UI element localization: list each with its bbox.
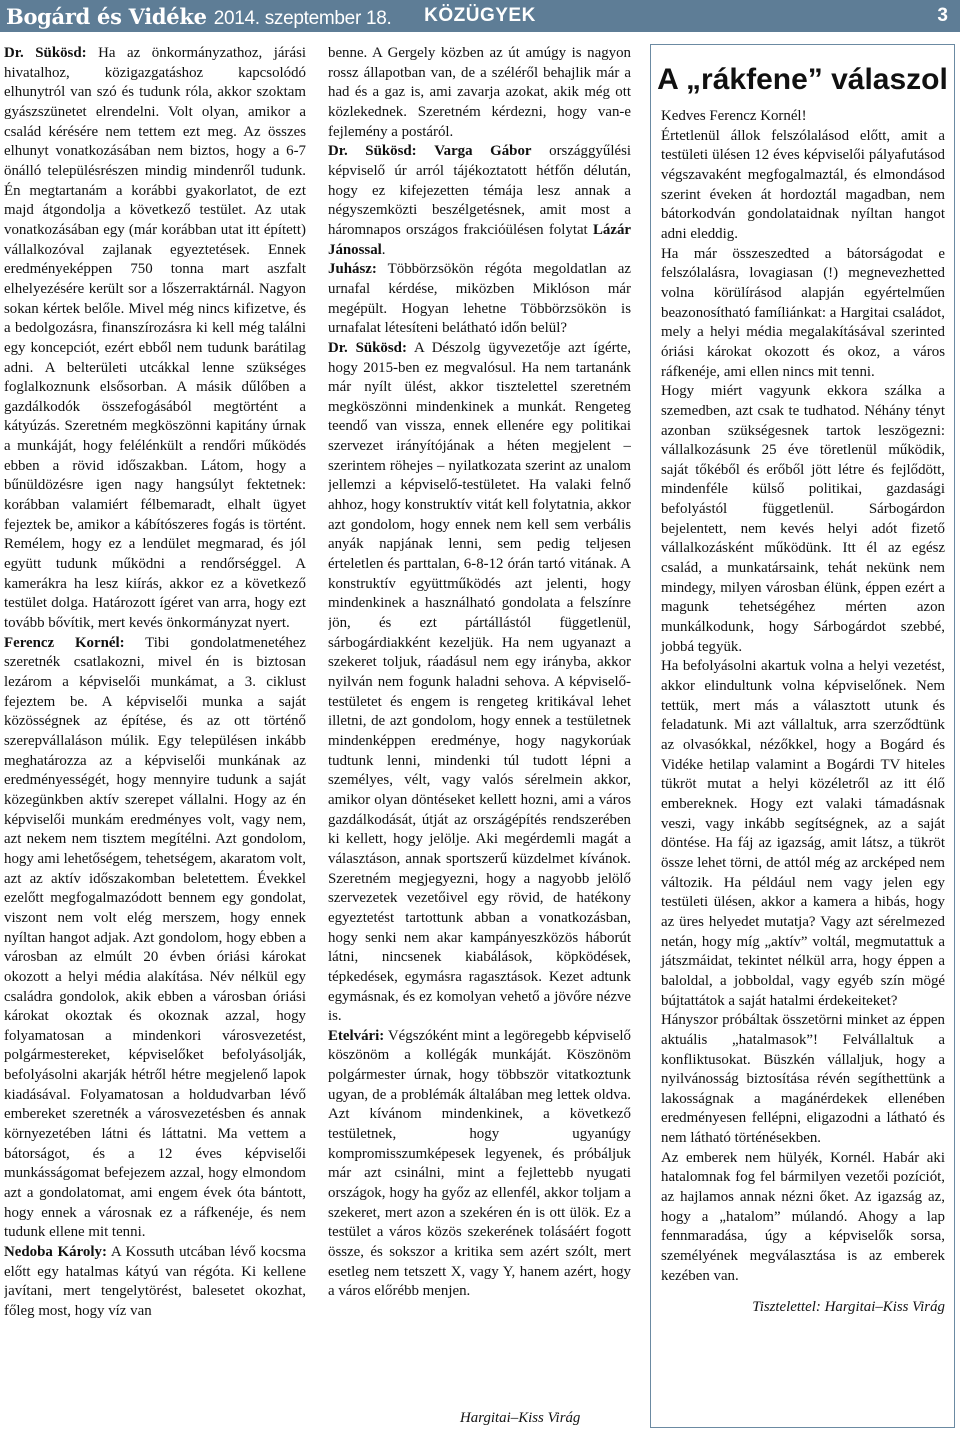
issue-date: 2014. szeptember 18. — [213, 8, 392, 29]
reply-body — [661, 107, 945, 1318]
paragraph-text: Többörzsökön régóta megoldatlan az urnafal kérdése, miközben Miklóson már megépült. Hogyan lehetne Többörzsökön is urnafalat létesíteni belátható időn belül? — [328, 261, 631, 337]
paragraph-text: Végszóként mint a legöregebb képviselő köszönöm a kollégák munkáját. Köszönöm polgármester úrnak, hogy többször vitatkoztunk ugyan, de a problémák általában meg lettek oldva. Azt kívánom mindenkinek, a következő testületnek, hogy ugyanúgy kompromisszumképesek legyenek, és próbáljuk már azt csinálni, mint a fejlettebb nyugati országok, hogy ha győz az ellenfél, akkor toljam a szekeret, mert azon a szekéren én is ott ülök. Ez a testület a város közös szekerének tolásáért fogott össze, és sokszor a kritika sem azért szólt, mert esetleg nem tetszett X, vagy Y, hanem azért, hogy a város előrébb menjen. — [328, 1027, 631, 1300]
article-column-1 — [4, 44, 306, 1428]
paragraph: Ha már összeszedted a bátorságodat e felszólalásra, lovagiasan (!) megnevezhetted volna körülírásod alapján egyértelműen beazonosítható famíliánkat: a Hargitai családot, mely a helyi média megalakításával szerinted óriási károkat okozott és okoz, a város ráfkenéje, ami ellen nincs mit tenni. — [661, 245, 945, 380]
speaker-name: Ferencz Kornél: — [4, 634, 125, 651]
paragraph: Ha befolyásolni akartuk volna a helyi vezetést, akkor elindultunk volna képviselőnek. Nem tettük, mert más a választott utunk és feladatunk. Mi azt vállaltuk, arra szerződtünk az olvasókkal, nézőkkel, hogy a Bogárd és Vidéke hetilap valamint a Bogárdi TV hiteles tükröt mutat a helyi közéletről az itt élő embereknek. Hogy ezt valaki támadásnak veszi, vagy inkább segítségnek, az a saját döntése. Ha fáj az igazság, amit látsz, a tükröt össze lehet törni, de attól még az arcképed nem változik. Ha például nem vagy jelen egy testületi ülésen, akkor a kamera a hibás, hogy az üres helyedet mutatja? Vagy azt sérelmezed netán, hogy míg „aktív” voltál, megmutattuk a játszmáidat, tekintet nélkül arra, hogy éppen a baloldal, a jobboldal, vagy egyéb szín mögé bújtattátok a saját hatalmi érdekeiteket? — [661, 658, 945, 1009]
masthead-title: Bogárd és Vidéke — [6, 4, 207, 29]
person-name: Lázár Jánossal — [328, 221, 631, 258]
paragraph-text: Ha az önkormányzathoz, járási hivatalhoz, közigazgatáshoz kapcsolódó elhunytról van szó és tudunk róla, akkor szoktam gyászszünetet elrendelni. Volt olyan, amikor a család kérésére nem tettem ezt meg. Az összes elhunyt vonatkozásában nem biztos, hogy a 6-7 önálló településrészen mindig mindenről tudunk. Én megtartanám a korábbi gyakorlatot, de ezt majd átgondolja a következő testület. Az utak vonatkozásában egy (már korábban utat itt épített) vállalkozóval zajlanak egyeztetések. Ennek eredményeképpen 750 tonna mart aszfalt elhelyezésére került sor a lőszerraktárnál. Nagyon sokan kértek belőle. Mivel még nincs kifizetve, és a bedolgozásra, finanszírozásra ki kell még találni egy koncepciót, ezért ebből nem tudunk barátilag adni. A belterületi utcákkal lenne szükséges foglalkoznunk elsősorban. A másik dűlőben a gazdálkodók összefogásából megtörtént a kátyúzás. Szeretném megköszönni kapitány úrnak a munkáját, hogy felélénkült a rendőri működés ebben a rövid időszakban. Látom, hogy a bűnüldözésre igen nagy hangsúlyt fektetnek: korábban valamiért félbemaradt, elhalt ügyet fejeztek be, amikor a kábítószeres fogás is történt. Remélem, hogy ez a lendület megmarad, és jól együtt tudunk működni a rendőrséggel. A kamerákra ha lesz kiírás, akkor ez a következő testület dolga. Határozott ígéret van arra, hogy ezt tovább bővítik, mert kevés önkormányzat nyert. — [4, 45, 306, 632]
page-header — [0, 0, 960, 32]
paragraph-text: Tibi gondolatmenetéhez szeretnék csatlakozni, mivel én is biztosan lezárom a képviselői munkámat, a 3. ciklust fejeztem be. A képviselői munka a saját közösségnek az építése, és az ott történő szerepvállaláson múlik. Egy településen inkább meghatározza az a képviselői munkának az eredményességét, hogy mennyire tudunk a saját közegünkben aktív szerepet vállalni. Hogy az én képviselői munkám eredményes volt, vagy nem, azt nekem nem tisztem megítélni. Azt gondolom, hogy ami lehetőségem, tehetségem, akaratom volt, azt az aktív időszakomban beletettem. Évekkel ezelőtt megfogalmazódott bennem egy gondolat, viszont nem volt elég merszem, hogy ennek nyíltan hangot adjak. Azt gondolom, hogy ebben a városban az elmúlt 20 évben óriási károkat okozott a helyi média alakítása. Név nélkül egy családra gondolok, akik ebben a városban óriási károkat okoztak és okoznak azzal, hogy folyamatosan a mindenkori városvezetést, polgármestereket, képviselőket befolyásolják, befolyásolni akarják hétről hétre megjelenő lapok kiadásával. Folyamatosan a holdudvarban lévő embereket szeretnék a városvezetésben és annak környezetében látni és láttatni. Ma vettem a bátorságot, és a 12 éves képviselői munkásságomat befejezem azzal, hogy elmondom azt a gondolatomat, ami engem évek óta bántott, hogy ennek a városnak ez a ráfkenéje, és nem tudunk ellene mit tenni. — [4, 634, 306, 1241]
paragraph — [328, 339, 631, 1027]
paragraph-text: . — [381, 241, 386, 258]
speaker-name: Dr. Sükösd: — [328, 143, 417, 160]
speaker-name: Etelvári: — [328, 1027, 385, 1044]
paragraph-text: benne. A Gergely közben az út amúgy is nagyon rossz állapotban van, de a széléről behajlik már a had és a gaz is, ami zavarja azokat, akik még ott közlekednek. Szeretném kérdezni, hogy van-e fejlemény a postáról. — [328, 45, 631, 140]
paragraph — [328, 1027, 631, 1302]
speaker-name: Dr. Sükösd: — [4, 45, 87, 61]
paragraph: Hogy miért vagyunk ekkora szálka a szemedben, azt csak te tudhatod. Néhány tényt azonban szükségesnek tartok leszögezni: vállalkozásunk 25 éve töretlenül működik, saját tőkéből és erőből jött létre és fejlődött, mindenféle külső politikai, gazdasági befolyástól függetlenül. Sárbogárdon bejelentett, nem kevés helyi adót fizető vállalkozásként működünk. Itt él az egész család, a munkatársaink, tehát nekünk nem mindegy, milyen városban élünk, éppen ezért a magunk tehetségéhez mérten azon munkálkodunk, hogy Sárbogárdot szebbé, jobbá tegyük. — [661, 383, 945, 655]
paragraph-text: A Kossuth utcában lévő kocsma előtt egy hatalmas kátyú van régóta. Ki kellene javítani, mert tengelytörést, balesetet okozhat, főleg most, hogy víz van — [4, 1244, 306, 1319]
paragraph — [4, 44, 306, 634]
person-name: Varga Gábor — [434, 143, 532, 160]
article-column-2 — [328, 44, 631, 1428]
reply-title: A „rákfene” válaszol — [657, 63, 948, 96]
article-signature: Hargitai–Kiss Virág — [460, 1410, 581, 1426]
speaker-name: Nedoba Károly: — [4, 1244, 107, 1261]
paragraph-text: országgyűlési képviselő úr arról tájékoztatott hétfőn délután, hogy ez kifejezetten témája lesz annak a négyszemközti beszélgetésnek, amit most a háromnapos országos frakcióülésen folytat — [328, 143, 631, 238]
reply-box — [650, 44, 955, 1428]
reply-greeting: Kedves Ferencz Kornél! — [661, 108, 807, 124]
paragraph: Hányszor próbáltak összetörni minket az éppen aktuális „hatalmasok”! Felvállaltuk a konfliktusokat. Büszkén vállaljuk, hogy a nyilvánosság biztosítása révén segíthettünk a lakosságnak a magánérdekek ellenében eredményesen fellépni, eligazodni a látható és nem látható történésekben. — [661, 1012, 945, 1147]
paragraph: Értetlenül állok felszólalásod előtt, amit a testületi ülésen 12 éves képviselői pályafutásod végszavaként megfogalmaztál, és elmondásod szerint éveken át hordoztál magadban, nem bátorkodván gondolataidnak nyíltan hangot adni eleddig. — [661, 127, 945, 242]
paragraph — [4, 634, 306, 1243]
paragraph — [328, 44, 631, 142]
paragraph-text: A Dészolg ügyvezetője azt ígérte, hogy 2015-ben ez megvalósul. Ha nem tartanánk már nyílt ülést, akkor tisztelettel szeretném megköszönni mindenkinek a munkát. Rengeteg teendő van vissza, ennek ellenére egy politikai szervezet irányítójának a héten megjelent – szerintem röhejes – nyilatkozata szerint az unalom jellemzi a képviselő-testületet. Ha valaki felnő ahhoz, hogy konstruktív vitát kell folytatnia, akkor azt gondolom, hogy ennek nem kell sem verbális anyák napjának lenni, sem pedig teljesen érteletlen és parttalan, 6-8-12 órán tartó vitának. A konstruktív együttműködés azt jelenti, hogy mindenkinek a használható gondolata a felszínre jön, és ezt pártállástól függetlenül, sárbogárdiakként kezeljük. Ha nem ugyanazt a szekeret toljuk, ráadásul nem egy irányba, akkor nyilván nem fogunk haladni sehova. A képviselő-testületet és engem is rengeteg kritikával lehet illetni, de azt gondolom, hogy ennek a testületnek mindenképpen eredménye, hogy nagykorúak tudtunk lenni, mindenki túl tudott lépni a személyes, vélt, vagy valós sérelmein akkor, amikor olyan döntéseket kellett hozni, ami a város gazdálkodását, útját az országépítés rendszerében ki kellett, hogy jelölje. Aki megérdemli magát a választáson, annak sportszerű küzdelmet kívánok. Szeretném megjegyezni, hogy a nagyobb jelölő szervezetek vezetőivel egy rövid, de hatékony egyeztetést tartottunk abban a vonatkozásban, hogy senki nem akar kampányeszközös háborút látni, nincsenek kiabálások, köpködések, tépkedések, egymásra ragasztások. Kezet adtunk egymásnak, és ez komolyan vehető a jövőre nézve is. — [328, 339, 631, 1025]
paragraph: Az emberek nem hülyék, Kornél. Habár aki hatalomnak fog fel bármilyen vezetői pozíciót, az hajlamos annak nézni őket. Az igazság az, hogy a „hatalom” múlandó. Ahogy a lap fennmaradása, úgy a képviselők sorsa, személyének megválasztása is az emberek kezében van. — [661, 1149, 945, 1284]
section-title: KÖZÜGYEK — [424, 5, 536, 26]
paragraph — [328, 142, 631, 260]
page-number: 3 — [937, 5, 948, 26]
speaker-name: Juhász: — [328, 261, 377, 278]
paragraph — [328, 260, 631, 339]
paragraph — [4, 1243, 306, 1322]
speaker-name: Dr. Sükösd: — [328, 339, 407, 356]
reply-signature: Tisztelettel: Hargitai–Kiss Virág — [752, 1299, 945, 1316]
